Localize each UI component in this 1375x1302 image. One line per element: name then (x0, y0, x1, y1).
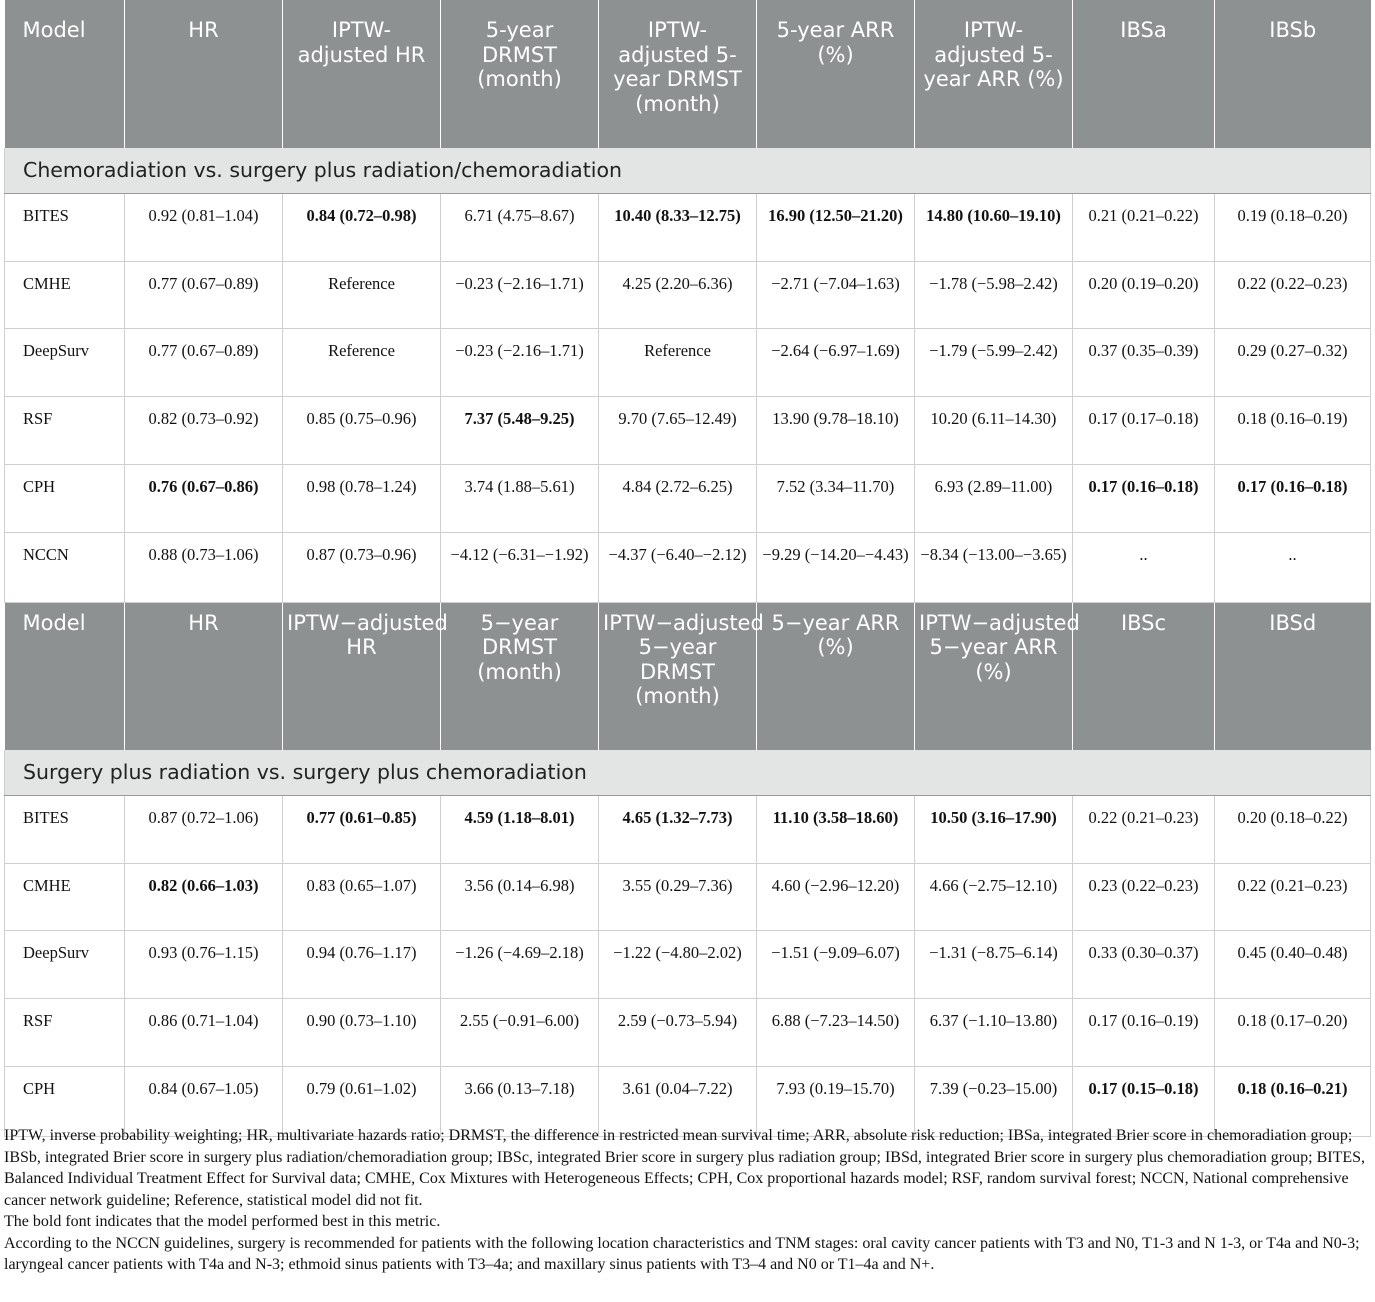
table-row (5, 464, 1371, 532)
table-cell: Reference (283, 329, 441, 397)
table-cell: 0.17 (0.16–0.18) (1073, 464, 1215, 532)
model-name-cell: CMHE (5, 261, 125, 329)
table-cell: 13.90 (9.78–18.10) (757, 397, 915, 465)
table-cell: 0.18 (0.16–0.19) (1215, 397, 1371, 465)
table-cell: 14.80 (10.60–19.10) (915, 193, 1073, 261)
results-table (4, 0, 1371, 1137)
section-row (5, 750, 1371, 795)
table-cell: 2.55 (−0.91–6.00) (441, 999, 599, 1067)
table-cell: 0.77 (0.67–0.89) (125, 261, 283, 329)
table-cell: .. (1215, 532, 1371, 602)
column-header: Model (5, 0, 125, 148)
table-row (5, 863, 1371, 931)
column-header: 5-year DRMST (month) (441, 0, 599, 148)
column-header: IPTW−adjusted 5−year DRMST (month) (599, 602, 757, 750)
table-cell: −1.22 (−4.80–2.02) (599, 931, 757, 999)
table-cell: Reference (599, 329, 757, 397)
model-name-cell: RSF (5, 999, 125, 1067)
table-cell: 0.29 (0.27–0.32) (1215, 329, 1371, 397)
table-cell: 6.71 (4.75–8.67) (441, 193, 599, 261)
table-cell: 7.52 (3.34–11.70) (757, 464, 915, 532)
table-cell: 0.86 (0.71–1.04) (125, 999, 283, 1067)
table-cell: 4.84 (2.72–6.25) (599, 464, 757, 532)
section-row (5, 148, 1371, 193)
table-cell: 0.90 (0.73–1.10) (283, 999, 441, 1067)
table-cell: 9.70 (7.65–12.49) (599, 397, 757, 465)
table-cell: −9.29 (−14.20–−4.43) (757, 532, 915, 602)
table-cell: 7.37 (5.48–9.25) (441, 397, 599, 465)
table-cell: 0.21 (0.21–0.22) (1073, 193, 1215, 261)
table-cell: −1.79 (−5.99–2.42) (915, 329, 1073, 397)
table-cell: 7.39 (−0.23–15.00) (915, 1066, 1073, 1136)
table-cell: 0.82 (0.66–1.03) (125, 863, 283, 931)
table-cell: −1.51 (−9.09–6.07) (757, 931, 915, 999)
table-cell: 0.17 (0.15–0.18) (1073, 1066, 1215, 1136)
model-name-cell: DeepSurv (5, 931, 125, 999)
column-header: 5-year ARR (%) (757, 0, 915, 148)
table-cell: 16.90 (12.50–21.20) (757, 193, 915, 261)
table-cell: 3.66 (0.13–7.18) (441, 1066, 599, 1136)
column-header: HR (125, 602, 283, 750)
model-name-cell: CPH (5, 464, 125, 532)
table-cell: 3.61 (0.04–7.22) (599, 1066, 757, 1136)
table-cell: 0.93 (0.76–1.15) (125, 931, 283, 999)
model-name-cell: CPH (5, 1066, 125, 1136)
table-cell: 0.84 (0.72–0.98) (283, 193, 441, 261)
table-cell: −1.26 (−4.69–2.18) (441, 931, 599, 999)
table-cell: 0.17 (0.17–0.18) (1073, 397, 1215, 465)
table-cell: 0.22 (0.22–0.23) (1215, 261, 1371, 329)
table-cell: 0.87 (0.72–1.06) (125, 795, 283, 863)
table-cell: 0.85 (0.75–0.96) (283, 397, 441, 465)
results-table-container (4, 0, 1370, 1137)
table-cell: −1.31 (−8.75–6.14) (915, 931, 1073, 999)
table-cell: 0.82 (0.73–0.92) (125, 397, 283, 465)
table-cell: 0.92 (0.81–1.04) (125, 193, 283, 261)
table-cell: 6.88 (−7.23–14.50) (757, 999, 915, 1067)
table-cell: 0.79 (0.61–1.02) (283, 1066, 441, 1136)
table-row (5, 795, 1371, 863)
table-cell: 0.20 (0.18–0.22) (1215, 795, 1371, 863)
table-footnotes (4, 1125, 1370, 1276)
table-cell: 4.65 (1.32–7.73) (599, 795, 757, 863)
table-cell: 3.56 (0.14–6.98) (441, 863, 599, 931)
bold-font-note: The bold font indicates that the model performed best in this metric. (4, 1213, 441, 1230)
column-header: IPTW-adjusted HR (283, 0, 441, 148)
column-header: IBSc (1073, 602, 1215, 750)
table-cell: 0.77 (0.67–0.89) (125, 329, 283, 397)
column-header: IPTW-adjusted 5-year ARR (%) (915, 0, 1073, 148)
column-header: IBSb (1215, 0, 1371, 148)
section-title: Surgery plus radiation vs. surgery plus chemoradiation (5, 750, 1371, 795)
column-header: IPTW−adjusted HR (283, 602, 441, 750)
table-cell: −2.64 (−6.97–1.69) (757, 329, 915, 397)
model-name-cell: BITES (5, 795, 125, 863)
table-cell: 0.76 (0.67–0.86) (125, 464, 283, 532)
header-row (5, 0, 1371, 148)
table-cell: Reference (283, 261, 441, 329)
table-cell: 0.22 (0.21–0.23) (1073, 795, 1215, 863)
table-cell: 4.60 (−2.96–12.20) (757, 863, 915, 931)
table-cell: 0.22 (0.21–0.23) (1215, 863, 1371, 931)
table-cell: −2.71 (−7.04–1.63) (757, 261, 915, 329)
model-name-cell: CMHE (5, 863, 125, 931)
table-cell: 0.18 (0.17–0.20) (1215, 999, 1371, 1067)
abbreviations-note: IPTW, inverse probability weighting; HR, multivariate hazards ratio; DRMST, the difference in restricted mean survival time; ARR, absolute risk reduction; IBSa, integrated Brier score in chemoradiation group; IBSb, integrated Brier score in surgery plus radiation/chemoradiation group; IBSc, integrated Brier score in surgery plus radiation group; IBSd, integrated Brier score in surgery plus chemoradiation group; BITES, Balanced Individual Treatment Effect for Survival data; CMHE, Cox Mixtures with Heterogeneous Effects; CPH, Cox proportional hazards model; RSF, random survival forest; NCCN, National comprehensive cancer network guideline; Reference, statistical model did not fit. (4, 1127, 1366, 1209)
table-cell: 0.37 (0.35–0.39) (1073, 329, 1215, 397)
table-cell: −1.78 (−5.98–2.42) (915, 261, 1073, 329)
table-cell: −4.12 (−6.31–−1.92) (441, 532, 599, 602)
table-cell: 0.45 (0.40–0.48) (1215, 931, 1371, 999)
column-header: HR (125, 0, 283, 148)
column-header: 5−year DRMST (month) (441, 602, 599, 750)
column-header: IBSa (1073, 0, 1215, 148)
table-cell: 0.84 (0.67–1.05) (125, 1066, 283, 1136)
table-cell: .. (1073, 532, 1215, 602)
table-cell: 4.59 (1.18–8.01) (441, 795, 599, 863)
table-cell: 0.88 (0.73–1.06) (125, 532, 283, 602)
table-cell: 0.94 (0.76–1.17) (283, 931, 441, 999)
table-row (5, 999, 1371, 1067)
table-cell: 0.20 (0.19–0.20) (1073, 261, 1215, 329)
model-name-cell: RSF (5, 397, 125, 465)
table-cell: 0.17 (0.16–0.19) (1073, 999, 1215, 1067)
column-header: Model (5, 602, 125, 750)
table-cell: 0.18 (0.16–0.21) (1215, 1066, 1371, 1136)
table-cell: 10.40 (8.33–12.75) (599, 193, 757, 261)
table-cell: −4.37 (−6.40–−2.12) (599, 532, 757, 602)
table-cell: 2.59 (−0.73–5.94) (599, 999, 757, 1067)
table-row (5, 193, 1371, 261)
table-cell: 7.93 (0.19–15.70) (757, 1066, 915, 1136)
table-cell: 3.74 (1.88–5.61) (441, 464, 599, 532)
table-row (5, 261, 1371, 329)
table-cell: 0.23 (0.22–0.23) (1073, 863, 1215, 931)
column-header: IPTW-adjusted 5-year DRMST (month) (599, 0, 757, 148)
table-cell: 0.83 (0.65–1.07) (283, 863, 441, 931)
column-header: 5−year ARR (%) (757, 602, 915, 750)
table-cell: 10.20 (6.11–14.30) (915, 397, 1073, 465)
table-cell: 6.93 (2.89–11.00) (915, 464, 1073, 532)
table-cell: 0.77 (0.61–0.85) (283, 795, 441, 863)
table-row (5, 931, 1371, 999)
model-name-cell: BITES (5, 193, 125, 261)
table-cell: 10.50 (3.16–17.90) (915, 795, 1073, 863)
table-cell: 3.55 (0.29–7.36) (599, 863, 757, 931)
table-cell: 4.25 (2.20–6.36) (599, 261, 757, 329)
table-cell: 0.98 (0.78–1.24) (283, 464, 441, 532)
table-cell: 0.87 (0.73–0.96) (283, 532, 441, 602)
table-cell: 0.33 (0.30–0.37) (1073, 931, 1215, 999)
model-name-cell: NCCN (5, 532, 125, 602)
table-cell: −0.23 (−2.16–1.71) (441, 261, 599, 329)
table-cell: −0.23 (−2.16–1.71) (441, 329, 599, 397)
table-row (5, 532, 1371, 602)
table-cell: 4.66 (−2.75–12.10) (915, 863, 1073, 931)
section-title: Chemoradiation vs. surgery plus radiation/chemoradiation (5, 148, 1371, 193)
column-header: IBSd (1215, 602, 1371, 750)
header-row (5, 602, 1371, 750)
column-header: IPTW−adjusted 5−year ARR (%) (915, 602, 1073, 750)
table-cell: −8.34 (−13.00–−3.65) (915, 532, 1073, 602)
table-cell: 6.37 (−1.10–13.80) (915, 999, 1073, 1067)
table-cell: 0.17 (0.16–0.18) (1215, 464, 1371, 532)
table-cell: 0.19 (0.18–0.20) (1215, 193, 1371, 261)
table-row (5, 397, 1371, 465)
table-cell: 11.10 (3.58–18.60) (757, 795, 915, 863)
model-name-cell: DeepSurv (5, 329, 125, 397)
table-row (5, 329, 1371, 397)
nccn-guideline-note: According to the NCCN guidelines, surgery is recommended for patients with the following location characteristics and TNM stages: oral cavity cancer patients with T3 and N0, T1-3 and N 1-3, or T4a and N0-3; laryngeal cancer patients with T4a and N-3; ethmoid sinus patients with T3–4a; and maxillary sinus patients with T3–4 and N0 or T1–4a and N+. (4, 1234, 1360, 1273)
